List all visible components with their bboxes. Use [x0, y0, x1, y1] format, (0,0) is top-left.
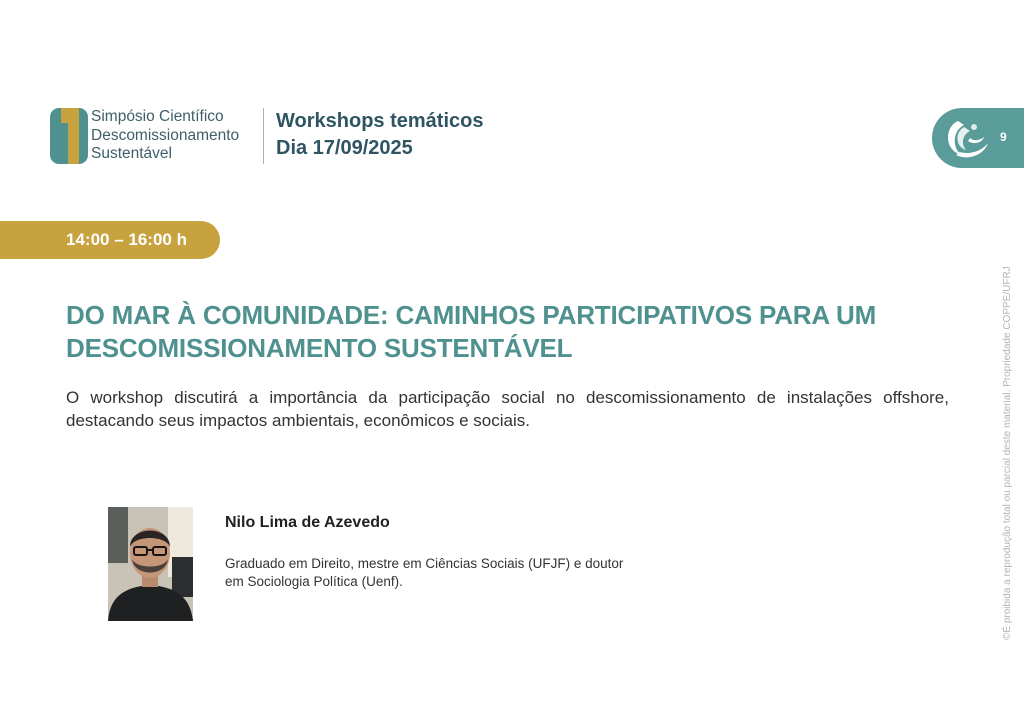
header-divider: [263, 108, 264, 164]
wave-emblem-icon: [938, 115, 994, 161]
time-label: 14:00 – 16:00 h: [66, 230, 187, 249]
speaker-photo: [108, 507, 193, 621]
workshop-title-line2: DESCOMISSIONAMENTO SUSTENTÁVEL: [66, 333, 573, 363]
copyright-notice: ©É proibida a reprodução total ou parcial deste material. Propriedade COPPE/UFRJ: [1002, 266, 1013, 640]
speaker-avatar: [108, 507, 193, 621]
logo-numeral-icon: [48, 106, 92, 166]
header-date: Dia 17/09/2025: [276, 137, 413, 159]
page-number: 9: [1000, 130, 1007, 144]
workshop-title-line1: DO MAR À COMUNIDADE: CAMINHOS PARTICIPATIVOS PARA UM: [66, 300, 877, 330]
logo-line: Sustentável: [91, 145, 172, 162]
workshop-description: O workshop discutirá a importância da participação social no descomissionamento de instalações offshore, destacando seus impactos ambientais, econômicos e sociais.: [66, 388, 949, 430]
logo-wordmark: [91, 108, 239, 164]
event-logo: [48, 106, 260, 168]
logo-line: Descomissionamento: [91, 126, 240, 144]
speaker-bio: [225, 555, 665, 591]
workshop-title: [66, 299, 946, 365]
speaker-bio-line2: em Sociologia Política (Uenf).: [225, 574, 403, 589]
time-badge: [0, 221, 220, 259]
speaker-name: Nilo Lima de Azevedo: [225, 514, 390, 531]
header-title-line1: Workshops temáticos: [276, 110, 484, 132]
logo-line: Simpósio Científico: [91, 108, 224, 125]
header-title: [276, 108, 483, 162]
speaker-bio-line1: Graduado em Direito, mestre em Ciências Sociais (UFJF) e doutor: [225, 556, 624, 571]
page-badge: [932, 108, 1024, 168]
